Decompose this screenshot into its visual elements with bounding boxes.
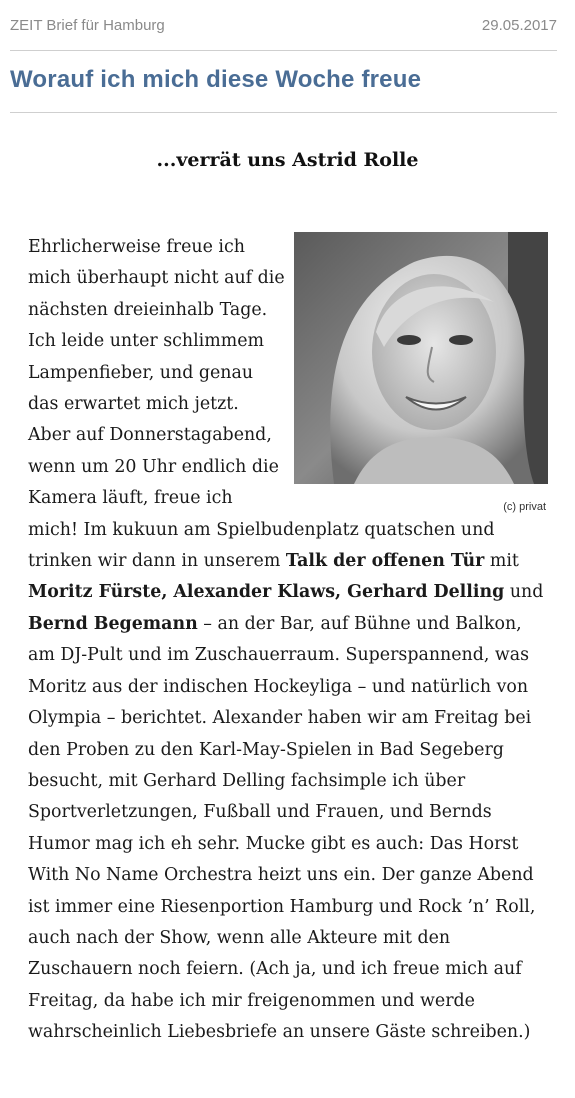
header-divider <box>10 50 557 51</box>
article-text: – an der Bar, auf Bühne und Balkon, am DJ-Pult und im Zuschauerraum. Superspannend, was Moritz aus der indischen Hockeyliga – und natürlich von Olympia – berichtet. Alexander haben wir am Freitag bei den Proben zu den Karl-May-Spielen in Bad Segeberg besucht, mit Gerhard Delling fachsimple ich über Sportverletzungen, Fußball und Frauen, und Bernds Humor mag ich eh sehr. Mucke gibt es auch: Das Horst With No Name Orchestra heizt uns ein. Der ganze Abend ist immer eine Riesenportion Hamburg und Rock ’n’ Roll, auch nach der Show, wenn alle Akteure mit den Zuschauern noch feiern. (Ach ja, und ich freue mich auf Freitag, da habe ich mir freigenommen und werde wahrscheinlich Liebesbriefe an unsere Gäste schreiben.) <box>28 613 536 1043</box>
article-text: mit <box>484 551 519 572</box>
guest-name: Bernd Begemann <box>28 613 198 634</box>
guest-names: Moritz Fürste, Alexander Klaws, Gerhard Delling <box>28 582 505 603</box>
newsletter-header <box>10 17 557 34</box>
portrait-photo <box>294 232 548 484</box>
event-name: Talk der offenen Tür <box>285 551 485 572</box>
newsletter-name: ZEIT Brief für Hamburg <box>10 17 165 34</box>
section-headline: Worauf ich mich diese Woche freue <box>10 66 422 93</box>
issue-date: 29.05.2017 <box>481 17 557 34</box>
article-body <box>28 232 548 1049</box>
article-text: Ehrlicherweise freue ich mich überhaupt nicht auf die nächsten dreieinhalb Tage. Ich leide unter schlimmem Lampenfieber, und genau das erwartet mich jetzt. Aber auf Donnerstagabend, wenn um 20 Uhr endlich die Kamera läuft, freue ich mich! Im kukuun am Spielbudenplatz quatschen und trinken wir dann in unserem <box>28 237 495 572</box>
article-text: und <box>504 582 544 603</box>
photo-credit: (c) privat <box>503 501 546 513</box>
headline-divider <box>10 112 557 113</box>
portrait-figure <box>294 232 548 514</box>
article-subtitle: ...verrät uns Astrid Rolle <box>156 149 419 171</box>
